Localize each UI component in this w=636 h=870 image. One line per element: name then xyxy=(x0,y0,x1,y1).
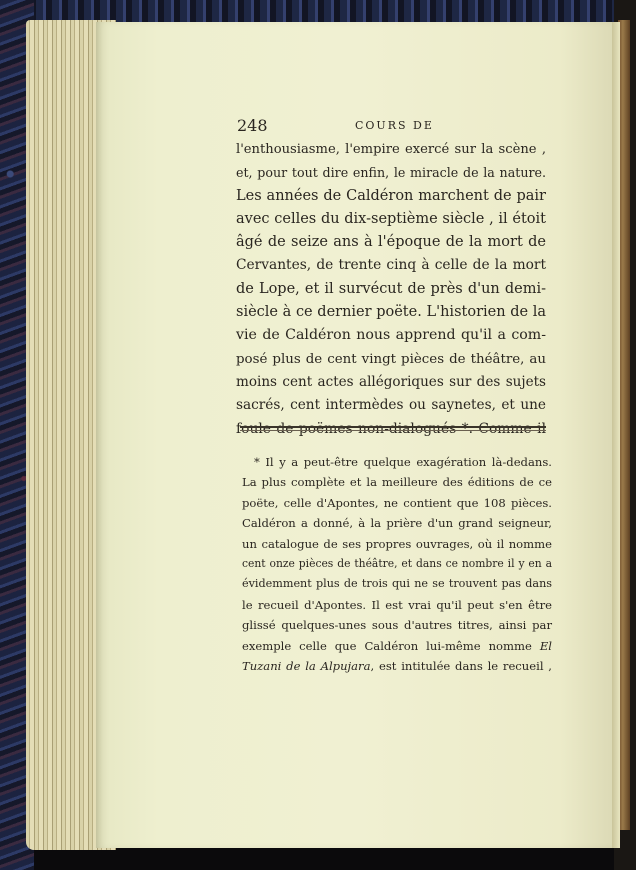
body-line: âgé de seize ans à l'époque de la mort de xyxy=(236,234,546,251)
footnote-line: cent onze pièces de théâtre, et dans ce nombre il y en a xyxy=(242,556,552,570)
page-header xyxy=(237,116,537,136)
body-line: posé plus de cent vingt pièces de théâtre, au xyxy=(236,351,546,367)
body-line: vie de Caldéron nous apprend qu'il a com- xyxy=(236,327,546,344)
body-line: moins cent actes allégoriques sur des sujets xyxy=(236,373,546,390)
body-text xyxy=(236,138,546,441)
facing-page-edge xyxy=(612,22,620,848)
footnote-line: Caldéron a donné, à la prière d'un grand seigneur, xyxy=(242,516,552,531)
body-line: sacrés, cent intermèdes ou saynetes, et une xyxy=(236,397,546,414)
footnote-line: poëte, celle d'Apontes, ne contient que 108 pièces. xyxy=(242,495,552,510)
body-line: foule de poëmes non-dialogués *. Comme il xyxy=(236,420,546,437)
footnote-rule xyxy=(240,426,546,428)
footnote-line: * Il y a peut-être quelque exagération là-dedans. xyxy=(254,455,552,469)
footnote-text: exemple celle que Caldéron lui-même nomme xyxy=(242,638,532,653)
footnote-line xyxy=(242,636,552,656)
footnote-line: le recueil d'Apontes. Il est vrai qu'il peut s'en être xyxy=(242,597,552,612)
footnote xyxy=(242,452,552,676)
running-head: COURS DE xyxy=(355,119,434,132)
body-line: siècle à ce dernier poëte. L'historien de la xyxy=(236,304,546,321)
footnote-line: un catalogue de ses propres ouvrages, où il nomme xyxy=(242,536,552,551)
body-line: et, pour tout dire enfin, le miracle de la nature. xyxy=(236,165,546,181)
body-line: l'enthousiasme, l'empire exercé sur la scène , xyxy=(236,142,546,157)
footnote-line: glissé quelques-unes sous d'autres titres, ainsi par xyxy=(242,618,552,633)
body-line: Les années de Caldéron marchent de pair xyxy=(236,187,546,204)
body-line: de Lope, et il survécut de près d'un demi- xyxy=(236,280,546,297)
footnote-line xyxy=(242,656,552,676)
footnote-line: évidemment plus de trois qui ne se trouvent pas dans xyxy=(242,577,552,591)
footnote-text: , est intitulée dans le recueil , xyxy=(370,658,552,673)
italic-title: El xyxy=(539,638,553,653)
page-number: 248 xyxy=(237,116,268,135)
italic-title: Tuzani de la Alpujara xyxy=(242,658,371,673)
footnote-line: La plus complète et la meilleure des éditions de ce xyxy=(242,475,552,490)
body-line: Cervantes, de trente cinq à celle de la mort xyxy=(236,257,546,274)
body-line: avec celles du dix-septième siècle , il étoit xyxy=(236,210,546,227)
